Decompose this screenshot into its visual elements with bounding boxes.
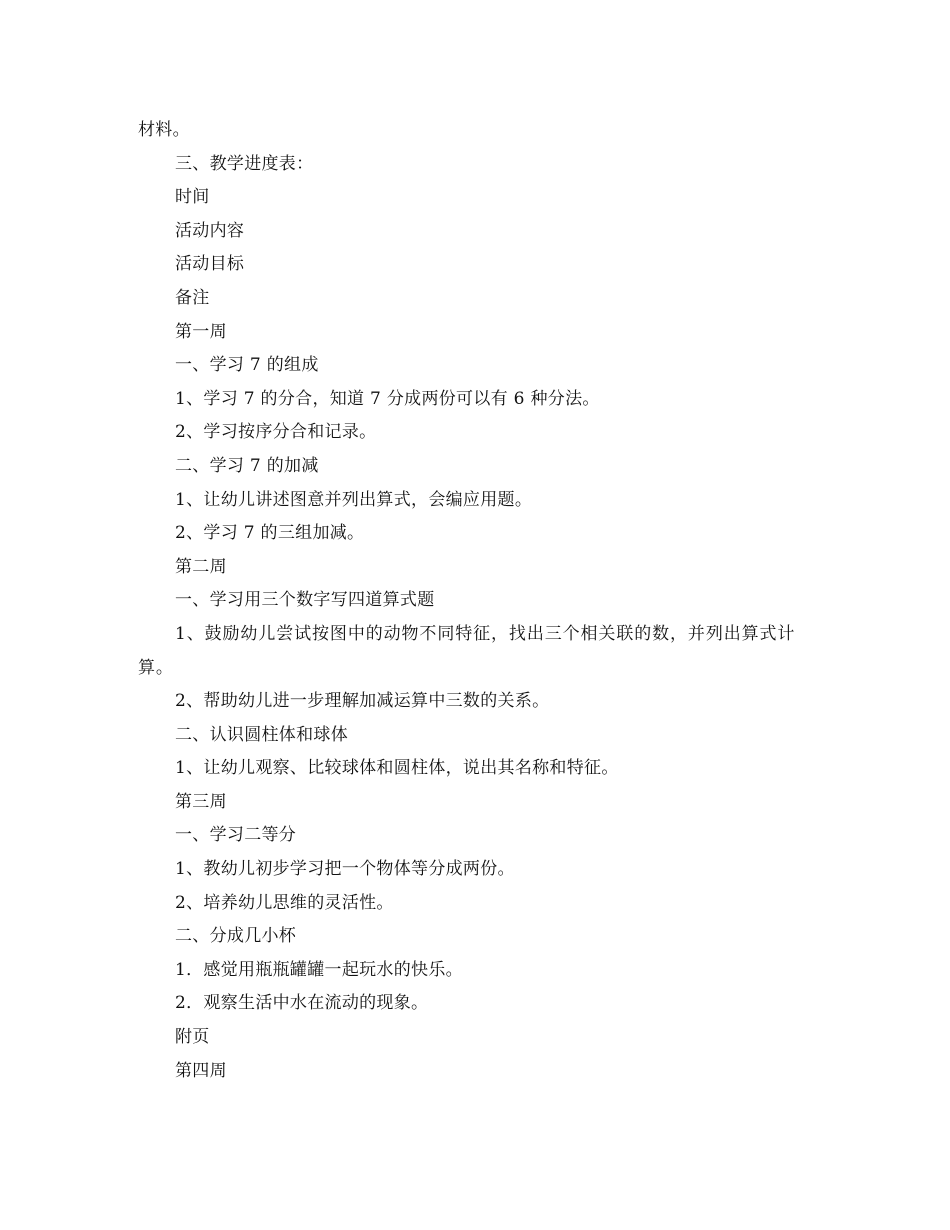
section-heading: 三、教学进度表： [175, 153, 314, 174]
appendix-label: 附页 [175, 1027, 210, 1048]
activity-goal: 1、让幼儿讲述图意并列出算式，会编应用题。 [175, 489, 533, 510]
activity-title: 二、分成几小杯 [175, 926, 297, 947]
week-label: 第二周 [175, 556, 227, 577]
activity-title: 一、学习 7 的组成 [175, 355, 319, 376]
table-header-content: 活动内容 [175, 220, 245, 241]
document-body [138, 114, 818, 1088]
activity-title: 二、认识圆柱体和球体 [175, 724, 348, 745]
activity-goal: 1．感觉用瓶瓶罐罐一起玩水的快乐。 [175, 959, 463, 980]
activity-goal: 1、让幼儿观察、比较球体和圆柱体，说出其名称和特征。 [175, 758, 619, 779]
week-label: 第四周 [175, 1060, 227, 1081]
activity-goal: 1、鼓励幼儿尝试按图中的动物不同特征，找出三个相关联的数，并列出算式计算。 [138, 623, 796, 678]
activity-goal: 1、学习 7 的分合，知道 7 分成两份可以有 6 种分法。 [175, 388, 600, 409]
activity-goal: 2、学习 7 的三组加减。 [175, 523, 365, 544]
activity-goal: 2、帮助幼儿进一步理解加减运算中三数的关系。 [175, 691, 550, 712]
activity-goal: 2、学习按序分合和记录。 [175, 422, 377, 443]
activity-goal: 2、培养幼儿思维的灵活性。 [175, 892, 394, 913]
table-header-notes: 备注 [175, 287, 210, 308]
week-label: 第三周 [175, 791, 227, 812]
activity-title: 二、学习 7 的加减 [175, 455, 319, 476]
table-header-goal: 活动目标 [175, 254, 245, 275]
activity-goal: 1、教幼儿初步学习把一个物体等分成两份。 [175, 859, 515, 880]
paragraph-line: 材料。 [138, 120, 190, 140]
activity-title: 一、学习二等分 [175, 825, 297, 846]
table-header-time: 时间 [175, 187, 210, 208]
week-label: 第一周 [175, 321, 227, 342]
activity-goal: 2．观察生活中水在流动的现象。 [175, 993, 429, 1014]
activity-title: 一、学习用三个数字写四道算式题 [175, 590, 435, 611]
